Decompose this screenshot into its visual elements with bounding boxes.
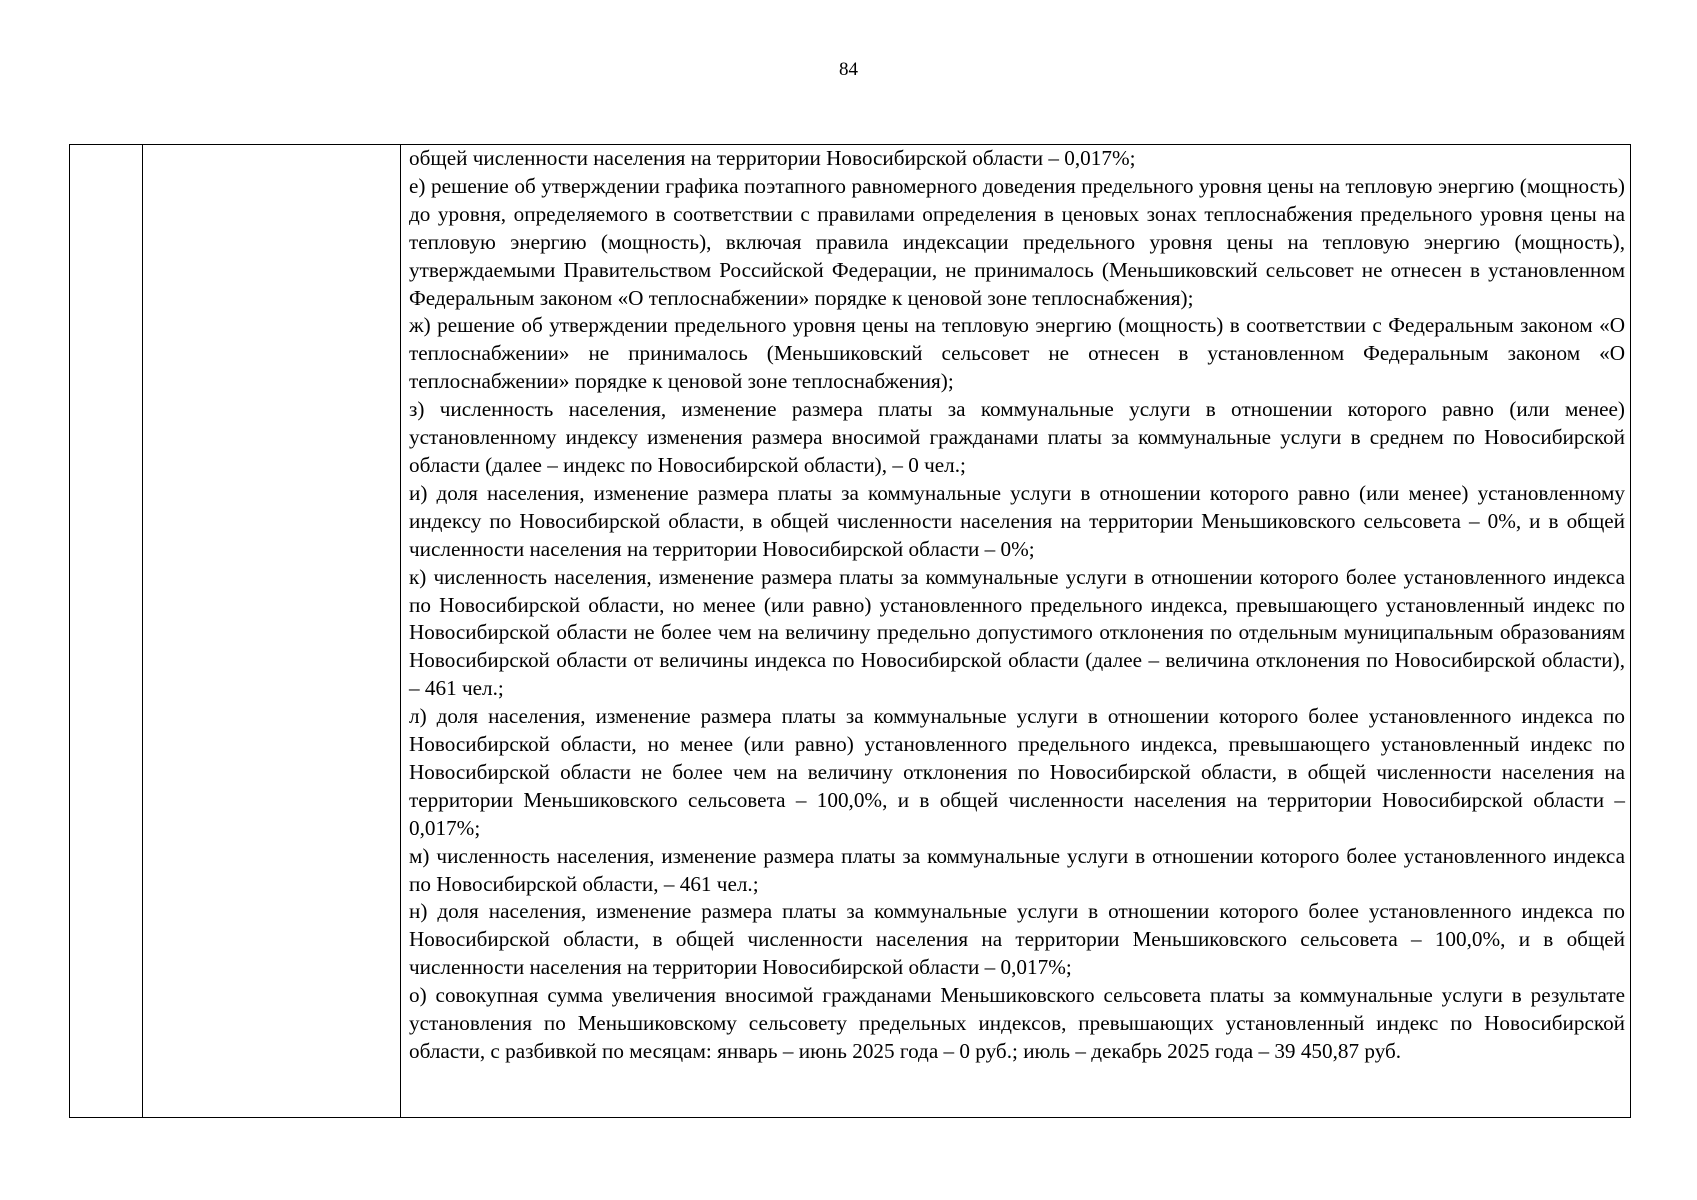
paragraph-zh: ж) решение об утверждении предельного уровня цены на тепловую энергию (мощность) в соответствии с Федеральным законом «О теплоснабжении» не принималось (Меньшиковский сельсовет не отнесен в установленном Федеральным законом «О теплоснабжении» порядке к ценовой зоне теплоснабжения); xyxy=(409,313,1625,394)
paragraph-k: к) численность населения, изменение размера платы за коммунальные услуги в отношении которого более установленного индекса по Новосибирской области, но менее (или равно) установленного предельного индекса, превышающего установленный индекс по Новосибирской области не более чем на величину предельно допустимого отклонения по отдельным муниципальным образованиям Новосибирской области от величины индекса по Новосибирской области (далее – величина отклонения по Новосибирской области), – 461 чел.; xyxy=(409,564,1625,701)
document-table xyxy=(69,144,1631,1118)
table-cell-number xyxy=(70,145,143,1117)
paragraph-o: о) совокупная сумма увеличения вносимой гражданами Меньшиковского сельсовета платы за коммунальные услуги в результате установления по Меньшиковскому сельсовету предельных индексов, превышающих установленный индекс по Новосибирской области, с разбивкой по месяцам: январь – июнь 2025 года – 0 руб.; июль – декабрь 2025 года – 39 450,87 руб. xyxy=(409,983,1625,1063)
paragraph-l: л) доля населения, изменение размера платы за коммунальные услуги в отношении которого более установленного индекса по Новосибирской области, но менее (или равно) установленного предельного индекса, превышающего установленный индекс по Новосибирской области не более чем на величину отклонения по Новосибирской области, в общей численности населения на территории Меньшиковского сельсовета – 100,0%, и в общей численности населения на территории Новосибирской области – 0,017%; xyxy=(409,704,1625,840)
table-cell-name xyxy=(143,145,401,1117)
table-cell-content xyxy=(401,145,1630,1117)
paragraph-n: н) доля населения, изменение размера платы за коммунальные услуги в отношении которого более установленного индекса по Новосибирской области, в общей численности населения на территории Меньшиковского сельсовета – 100,0%, и в общей численности населения на территории Новосибирской области – 0,017%; xyxy=(409,899,1625,980)
paragraph-m: м) численность населения, изменение размера платы за коммунальные услуги в отношении которого более установленного индекса по Новосибирской области, – 461 чел.; xyxy=(409,843,1625,896)
page-number: 84 xyxy=(839,59,858,80)
paragraph-e: е) решение об утверждении графика поэтапного равномерного доведения предельного уровня цены на тепловую энергию (мощность) до уровня, определяемого в соответствии с правилами определения в ценовых зонах теплоснабжения предельного уровня цены на тепловую энергию (мощность), включая правила индексации предельного уровня цены на тепловую энергию (мощность), утверждаемыми Правительством Российской Федерации, не принималось (Меньшиковский сельсовет не отнесен в установленном Федеральным законом «О теплоснабжении» порядке к ценовой зоне теплоснабжения); xyxy=(409,173,1625,310)
paragraph-i: и) доля населения, изменение размера платы за коммунальные услуги в отношении которого равно (или менее) установленному индексу по Новосибирской области, в общей численности населения на территории Меньшиковского сельсовета – 0%, и в общей численности населения на территории Новосибирской области – 0%; xyxy=(409,480,1625,561)
paragraph-z: з) численность населения, изменение размера платы за коммунальные услуги в отношении которого равно (или менее) установленному индексу изменения размера вносимой гражданами платы за коммунальные услуги в среднем по Новосибирской области (далее – индекс по Новосибирской области), – 0 чел.; xyxy=(409,397,1625,477)
paragraph-continuation: общей численности населения на территории Новосибирской области – 0,017%; xyxy=(409,146,1136,170)
